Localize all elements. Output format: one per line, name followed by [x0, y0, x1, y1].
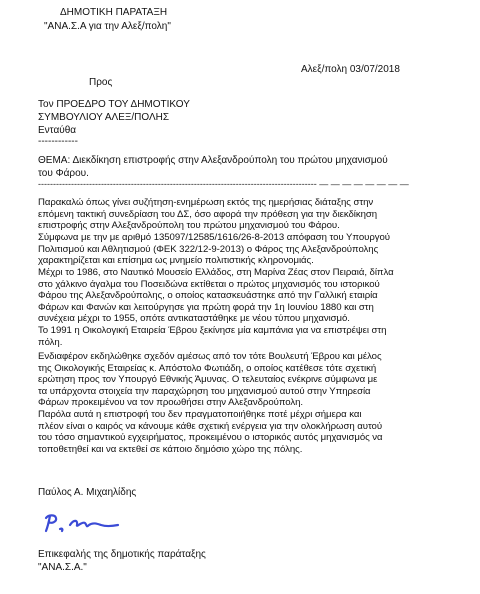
text-line: Σύμφωνα με την με αριθμό 135097/12585/1616/26-8-2013 απόφαση του Υπουργού	[38, 232, 390, 243]
text-line: Φάρου της Αλεξανδρούπολης, ο οποίος κατασκευάστηκε από την Γαλλική εταιρία	[38, 290, 378, 301]
recipient-line-3: Ενταύθα	[38, 125, 77, 136]
paragraph-3	[38, 267, 394, 325]
party-name: "ΑΝΑ.Σ.Α για την Αλεξ/πολη"	[44, 21, 171, 32]
text-line: Ενδιαφέρον εκδηλώθηκε σχεδόν αμέσως από τον τότε Βουλευτή Έβρου και μέλος	[38, 351, 382, 362]
paragraph-5	[38, 351, 382, 409]
recipient-rule: ------------	[38, 136, 78, 147]
text-line: του τόσο σημαντικού εγχειρήματος, προκειμένου ο ιστορικός αυτός μηχανισμός να	[38, 432, 383, 443]
party-abbreviation: "ΑΝΑ.Σ.Α."	[38, 562, 87, 573]
text-line: Μέχρι το 1986, στο Ναυτικό Μουσείο Ελλάδος, στη Μαρίνα Ζέας στον Πειραιά, δίπλα	[38, 267, 394, 278]
subject-line-1: ΘΕΜΑ: Διεκδίκηση επιστροφής στην Αλεξανδρούπολη του πρώτου μηχανισμού	[38, 155, 388, 166]
recipient-line-2: ΣΥΜΒΟΥΛΙΟΥ ΑΛΕΞ/ΠΟΛΗΣ	[38, 112, 170, 123]
signer-title: Επικεφαλής της δημοτικής παράταξης	[38, 549, 206, 560]
text-line: χαρακτηρίζεται και επίσημα ως μνημείο πολιτιστικής κληρονομιάς.	[38, 255, 314, 266]
text-line: συνέχεια μέχρι το 1955, οπότε αντικαταστάθηκε με νέου τύπου μηχανισμό.	[38, 313, 350, 324]
text-line: ερώτηση προς τον Υπουργό Εθνικής Άμυνας. Ο τελευταίος ενέκρινε σύμφωνα με	[38, 374, 378, 385]
text-line: πλέον είναι ο καιρός να κάνουμε κάθε σχετική ενέργεια για την ολοκλήρωση αυτού	[38, 420, 383, 432]
to-label: Προς	[89, 77, 113, 88]
subject-separator: --------------------------------------------------------------------------------------------- — — — — — — — —	[38, 179, 409, 189]
text-line: Φάρων προκειμένου να τον προωθήσει στην Αλεξανδρούπολη.	[38, 397, 304, 408]
text-line: Παρακαλώ όπως γίνει συζήτηση-ενημέρωση εκτός της ημερήσιας διάταξης στην	[38, 197, 374, 208]
text-line: τα υπάρχοντα στοιχεία την παραχώρηση του μηχανισμού αυτού στην Υπηρεσία	[38, 385, 371, 397]
paragraph-1	[38, 197, 377, 232]
text-line: Πολιτισμού και Αθλητισμού (ΦΕΚ 322/12-9-2013) ο Φάρος της Αλεξανδρούπολης	[38, 243, 379, 255]
text-line: τοποθετηθεί και να εκτεθεί σε κάποιο δημόσιο χώρο της πόλης.	[38, 443, 303, 455]
paragraph-6	[38, 409, 383, 455]
text-line: Φάρων και Φανών και λειτούργησε για πρώτη φορά την 1η Ιουνίου 1880 και στη	[38, 301, 374, 313]
handwritten-signature	[38, 511, 128, 535]
text-line: στο χάλκινο άγαλμα του Ποσειδώνα εκτίθεται ο πρώτος μηχανισμός του ιστορικού	[38, 278, 380, 290]
text-line: πόλη.	[38, 336, 63, 348]
letter-date: Αλεξ/πολη 03/07/2018	[301, 64, 400, 75]
text-line: επόμενη τακτική συνεδρίαση του ΔΣ, όσο αφορά την πρόθεση για την διεκδίκηση	[38, 208, 378, 220]
text-line: της Οικολογικής Εταιρείας κ. Απόστολο Φωτιάδη, ο οποίος κατέθεσε τότε σχετική	[38, 362, 377, 374]
recipient-line-1: Τον ΠΡΟΕΔΡΟ ΤΟΥ ΔΗΜΟΤΙΚΟΥ	[38, 99, 190, 110]
paragraph-2	[38, 232, 390, 267]
paragraph-4	[38, 325, 386, 348]
text-line: επιστροφής στην Αλεξανδρούπολη του πρώτου μηχανισμού του Φάρου.	[38, 220, 340, 231]
subject-line-2: του Φάρου.	[38, 168, 89, 179]
party-label: ΔΗΜΟΤΙΚΗ ΠΑΡΑΤΑΞΗ	[60, 7, 168, 18]
text-line: Το 1991 η Οικολογική Εταιρεία Έβρου ξεκίνησε μία καμπάνια για να επιστρέψει στη	[38, 325, 387, 336]
signer-name: Παύλος Α. Μιχαηλίδης	[38, 487, 137, 498]
text-line: Παρόλα αυτά η επιστροφή του δεν πραγματοποιήθηκε ποτέ μέχρι σήμερα και	[38, 409, 362, 420]
